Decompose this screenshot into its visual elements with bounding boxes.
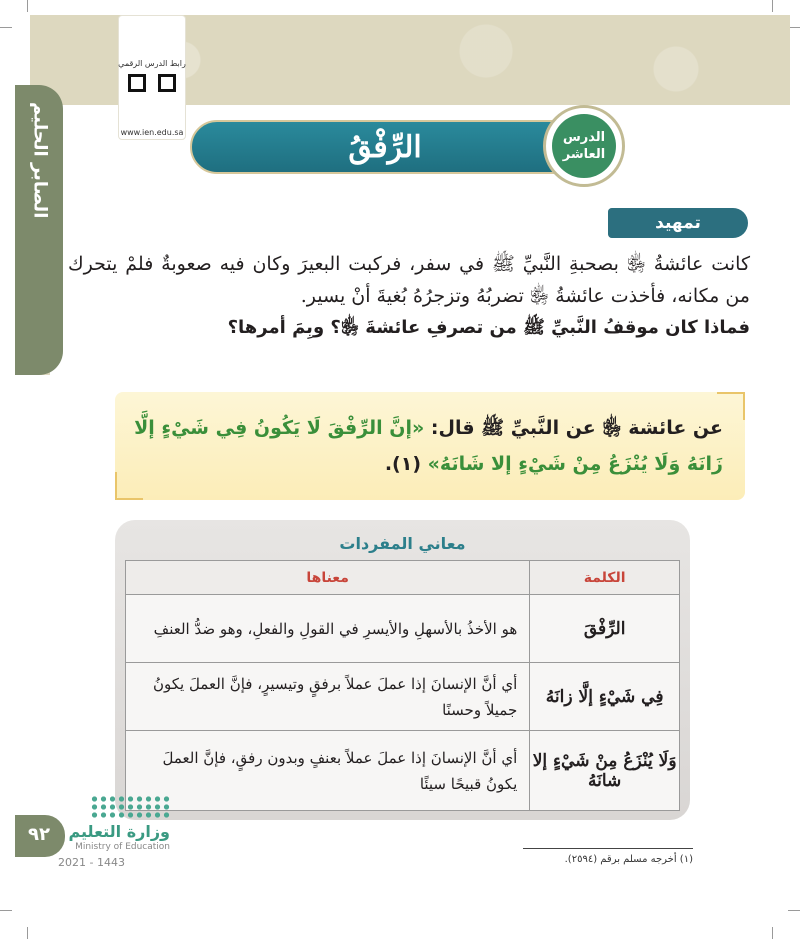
hadith-narration: عن عائشة ﵂ عن النَّبيِّ ﷺ قال: (430, 417, 723, 439)
table-row (126, 731, 680, 811)
unit-title: الصابر الحليم (29, 101, 51, 219)
column-header-meaning: معناها (126, 561, 530, 595)
crop-mark (772, 927, 773, 939)
hadith-text (133, 410, 723, 482)
lesson-title-banner (190, 120, 580, 174)
vocab-meaning: أي أنَّ الإنسانَ إذا عملَ عملاً بعنفٍ وبدون رفقٍ، فإنَّ العملَ يكونُ قبيحًا سيئًا (126, 731, 530, 811)
vocab-meaning: أي أنَّ الإنسانَ إذا عملَ عملاً برفقٍ وتيسيرٍ، فإنَّ العملَ يكونُ جميلاً وحسنًا (126, 663, 530, 731)
crop-mark (0, 910, 12, 911)
crop-mark (27, 0, 28, 12)
column-header-word: الكلمة (530, 561, 680, 595)
digital-lesson-qr[interactable] (118, 15, 186, 140)
table-row (126, 595, 680, 663)
ministry-name-en: Ministry of Education (75, 842, 170, 852)
hadith-footnote-mark: (١). (384, 453, 422, 475)
lesson-number-badge (543, 105, 625, 187)
vocab-word: فِي شَيْءٍ إلَّا زانَهُ (530, 663, 680, 731)
intro-heading: تمهيد (608, 208, 748, 238)
vocab-word: الرِّفْقَ (530, 595, 680, 663)
footnote-divider (523, 848, 693, 849)
crop-mark (772, 0, 773, 12)
hadith-quote: «إنَّ الرِّفْقَ لَا يَكُونُ فِي شَيْءٍ إلَّا زَانَهُ وَلَا يُنْزَعُ مِنْ شَيْءٍ إلا شَانَهُ» (134, 417, 723, 475)
lesson-number-badge-inner (552, 114, 616, 178)
table-row (126, 663, 680, 731)
qr-code-icon[interactable] (128, 74, 176, 122)
vocab-meaning: هو الأخذُ بالأسهلِ والأيسرِ في القولِ والفعلِ، وهو ضدُّ العنفِ (126, 595, 530, 663)
ministry-logo-icon (90, 795, 172, 819)
table-header-row (126, 561, 680, 595)
intro-story: كانت عائشةُ ﵂ بصحبةِ النَّبيِّ ﷺ في سفر، فركبت البعيرَ وكان فيه صعوبةٌ فلمْ يتحرك من مكانه، فأخذت عائشةُ ﵂ تضربُهُ وتزجرُهُ بُغيةَ أنْ يسير. (68, 253, 750, 307)
lesson-badge-line2: العاشر (562, 147, 606, 162)
crop-mark (788, 910, 800, 911)
vocabulary-title: معاني المفردات (339, 534, 466, 553)
lesson-badge-line1: الدرس (562, 130, 606, 145)
crop-mark (0, 27, 12, 28)
vocabulary-card (115, 520, 690, 820)
page-number: ٩٢ (28, 824, 50, 845)
crop-mark (27, 927, 28, 939)
edition-year: 2021 - 1443 (58, 856, 125, 869)
footnote: (١) أخرجه مسلم برقم (٢٥٩٤). (564, 854, 693, 865)
hadith-box (115, 392, 745, 500)
lesson-title: الرِّفْقُ (348, 129, 422, 165)
qr-url: www.ien.edu.sa (120, 128, 184, 137)
ministry-name: وزارة التعليم (68, 822, 170, 841)
vocab-word: وَلَا يُنْزَعُ مِنْ شَيْءٍ إلا شانَهُ (530, 731, 680, 811)
intro-paragraph (68, 248, 750, 344)
vocabulary-table (125, 560, 680, 811)
qr-label: رابط الدرس الرقمي (118, 59, 186, 68)
intro-question: فماذا كان موقفُ النَّبيِّ ﷺ من تصرفِ عائشةَ ﵂؟ وبِمَ أمرها؟ (227, 317, 750, 338)
